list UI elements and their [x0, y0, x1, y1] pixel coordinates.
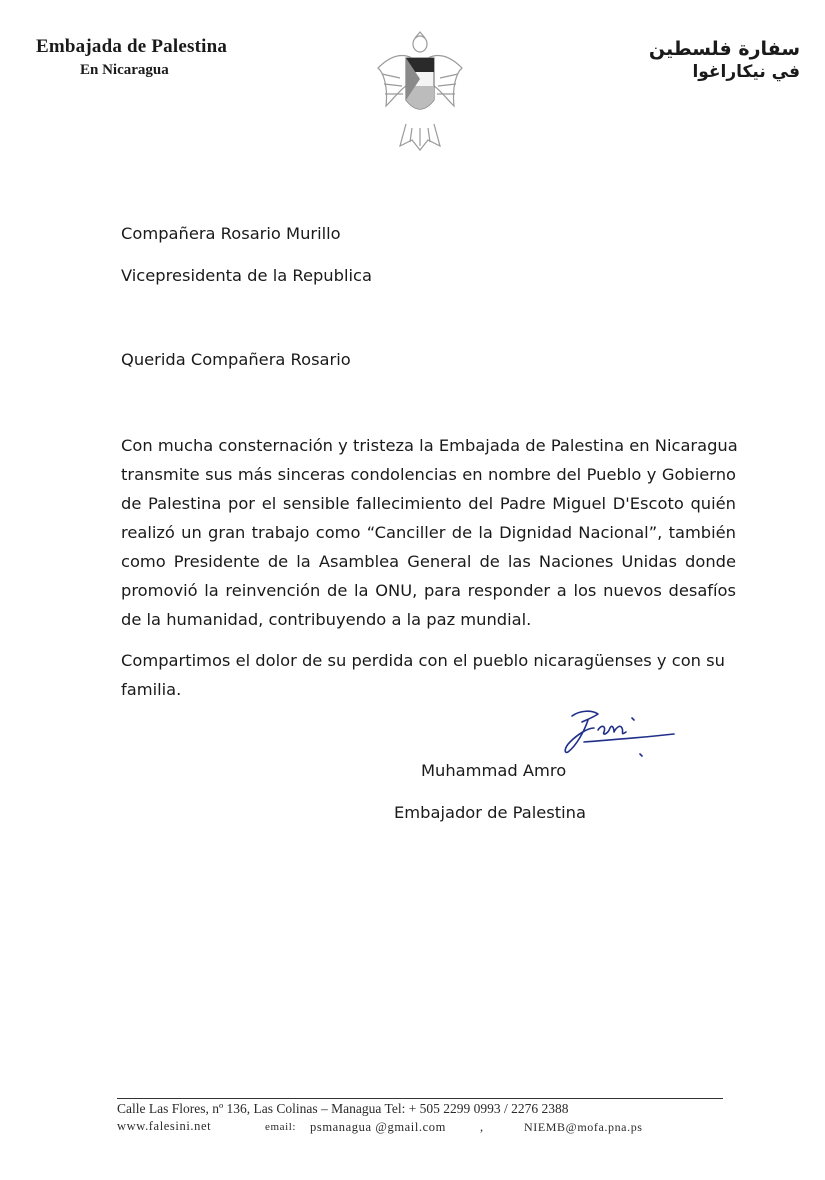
handwritten-signature — [558, 698, 688, 778]
closing-paragraph — [121, 646, 741, 704]
signer-title: Embajador de Palestina — [394, 803, 586, 822]
closing-line: Compartimos el dolor de su perdida con el pueblo nicaragüenses y con su — [121, 651, 725, 670]
footer-email-secondary: NIEMB@mofa.pna.ps — [524, 1120, 643, 1134]
body-line: como Presidente de la Asamblea General de las Naciones Unidas donde — [121, 552, 736, 571]
recipient-title: Vicepresidenta de la Republica — [121, 266, 372, 285]
recipient-block — [121, 219, 372, 303]
footer-email-label: email: — [265, 1121, 297, 1133]
body-line: Con mucha consternación y tristeza la Embajada de Palestina en Nicaragua — [121, 436, 738, 455]
footer-divider — [117, 1098, 723, 1099]
body-line: transmite sus más sinceras condolencias en nombre del Pueblo y Gobierno — [121, 465, 736, 484]
footer-address: Calle Las Flores, nº 136, Las Colinas – Managua Tel: + 505 2299 0993 / 2276 2388 — [117, 1101, 569, 1116]
footer-email-separator: , — [480, 1120, 484, 1134]
embassy-name: Embajada de Palestina — [36, 36, 228, 57]
footer-website: www.falesini.net — [117, 1119, 212, 1133]
body-line: de Palestina por el sensible fallecimiento del Padre Miguel D'Escoto quién — [121, 494, 736, 513]
embassy-location-arabic: في نيكاراغوا — [692, 62, 800, 82]
footer-email-primary: psmanagua @gmail.com — [310, 1120, 446, 1134]
eagle-emblem-icon — [370, 28, 470, 158]
letterhead-left — [36, 36, 227, 79]
body-line: promovió la reinvención de la ONU, para responder a los nuevos desafíos — [121, 581, 736, 600]
embassy-name-arabic: سفارة فلسطين — [648, 38, 800, 60]
body-paragraph — [121, 431, 736, 634]
embassy-location: En Nicaragua — [80, 62, 169, 78]
greeting: Querida Compañera Rosario — [121, 350, 351, 369]
closing-line: familia. — [121, 680, 182, 699]
signer-name: Muhammad Amro — [421, 761, 567, 780]
letterhead-right — [649, 38, 800, 82]
body-line: realizó un gran trabajo como “Canciller de la Dignidad Nacional”, también — [121, 523, 736, 542]
recipient-name: Compañera Rosario Murillo — [121, 224, 341, 243]
body-line: de la humanidad, contribuyendo a la paz mundial. — [121, 610, 532, 629]
